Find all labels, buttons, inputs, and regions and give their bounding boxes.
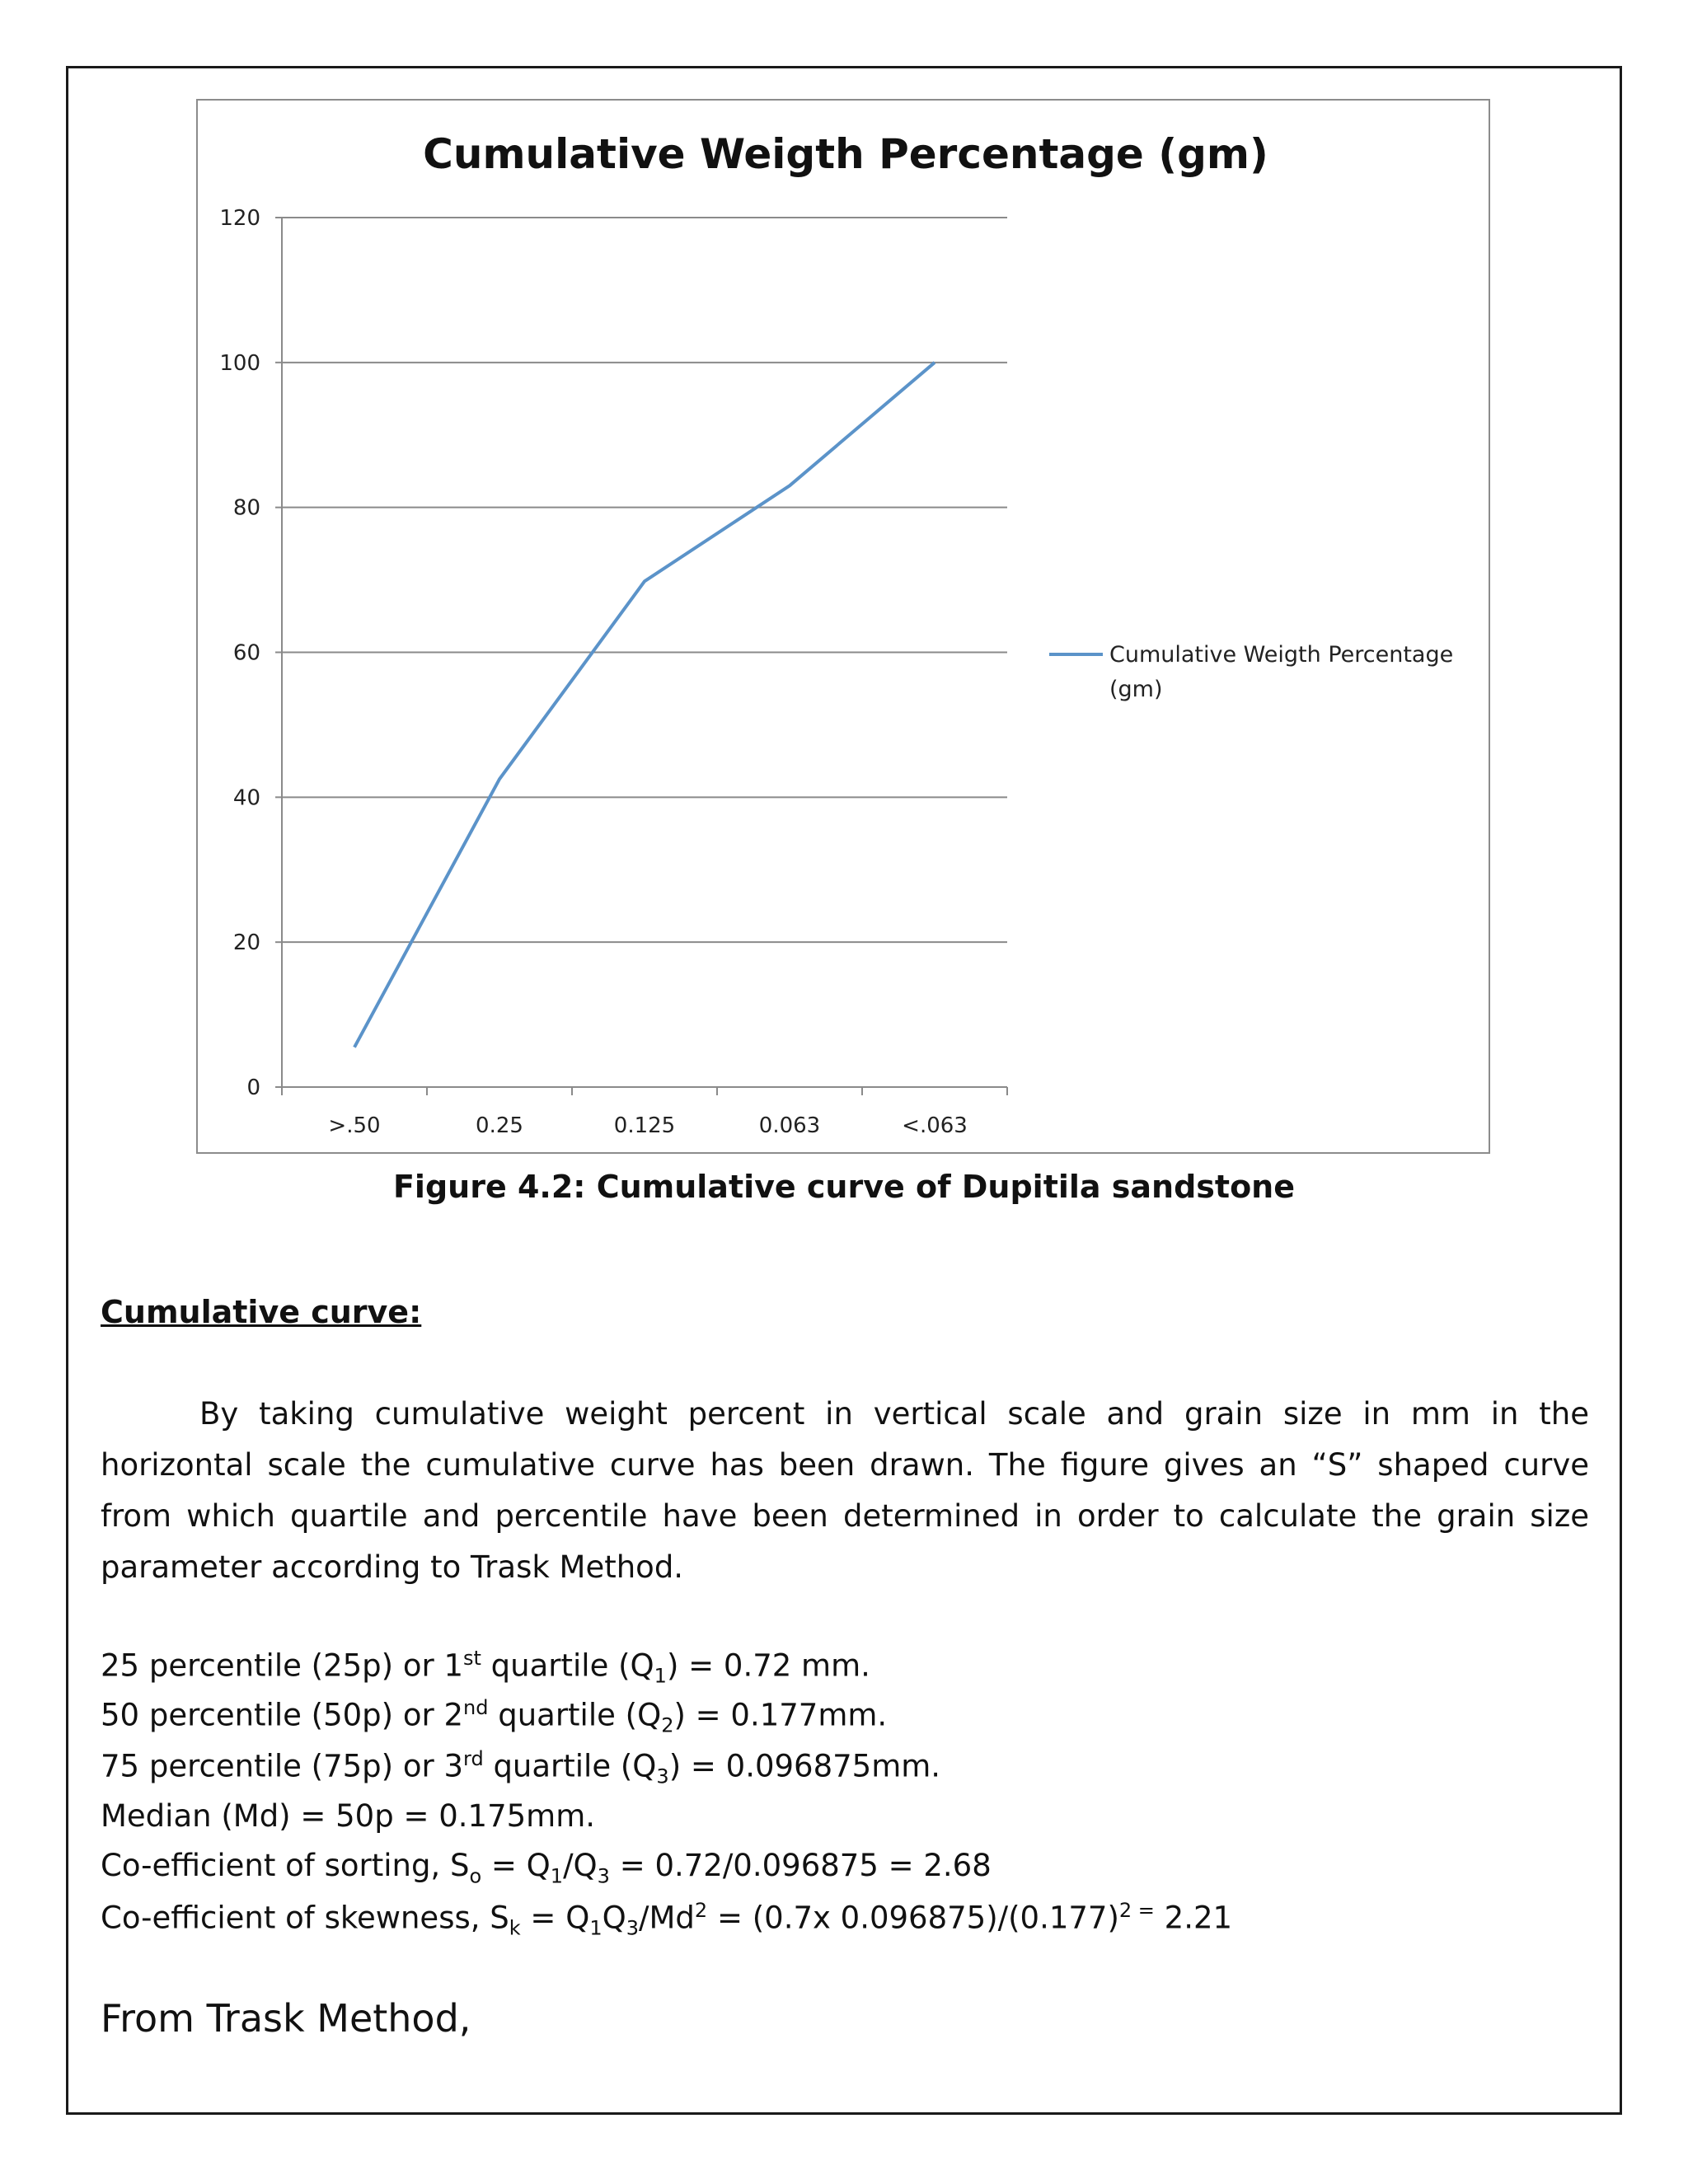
y-tick-label: 0 xyxy=(246,1076,260,1100)
x-tick-label: >.50 xyxy=(328,1113,381,1138)
x-tick-label: 0.063 xyxy=(758,1113,821,1138)
formula-skewness: Co-efficient of skewness, $S_k = Q_1Q_3/Md^2 = (0.7x$ $0.096875)/(0.177)^{2 =}$ 2.21 xyxy=(101,1899,1233,1940)
body-paragraph: By taking cumulative weight percent in vertical scale and grain size in mm in the horizontal scale the cumulative curve has been drawn. The figure gives an “S” shaped curve from which quartile and percentile have been determined in order to calculate the grain size parameter according to Trask Method. xyxy=(101,1396,1589,1585)
y-tick-label: 60 xyxy=(232,640,260,666)
legend-label: Cumulative Weigth Percentage xyxy=(1109,642,1454,668)
legend-label: (gm) xyxy=(1109,677,1163,702)
series-line xyxy=(354,363,935,1047)
figure-caption: Figure 4.2: Cumulative curve of Dupitila sandstone xyxy=(392,1169,1296,1205)
y-tick-label: 100 xyxy=(219,350,260,376)
x-tick-label: 0.125 xyxy=(613,1113,676,1138)
y-tick-label: 40 xyxy=(232,785,260,811)
formula-q2: 50 percentile (50p) or 2nd quartile $(Q_2) = 0.177mm$. xyxy=(101,1696,888,1737)
chart-area xyxy=(196,99,1490,1154)
formula-q1: 25 percentile (25p) or 1st quartile $(Q_1) = 0.72$ mm. xyxy=(101,1647,870,1688)
section-heading: Cumulative curve: xyxy=(101,1294,422,1330)
formula-median: Median (Md) = 50p = 0.175mm. xyxy=(101,1798,596,1834)
x-tick-label: 0.25 xyxy=(476,1113,523,1138)
x-tick-label: <.063 xyxy=(902,1113,968,1138)
trailing-text: From Trask Method, xyxy=(101,1996,471,2041)
chart-title: Cumulative Weigth Percentage (gm) xyxy=(423,130,1268,178)
y-tick-label: 120 xyxy=(219,206,260,231)
cumulative-curve-chart xyxy=(198,101,1489,1152)
formula-sorting: Co-efficient of sorting, $S_o = Q_1/Q_3 = 0.72/0.096875 = 2.68$ xyxy=(101,1848,992,1888)
y-tick-label: 80 xyxy=(232,495,260,521)
formula-q3: 75 percentile (75p) or 3rd quartile $(Q_3) = 0.096875mm$. xyxy=(101,1747,941,1788)
y-tick-label: 20 xyxy=(232,930,260,956)
